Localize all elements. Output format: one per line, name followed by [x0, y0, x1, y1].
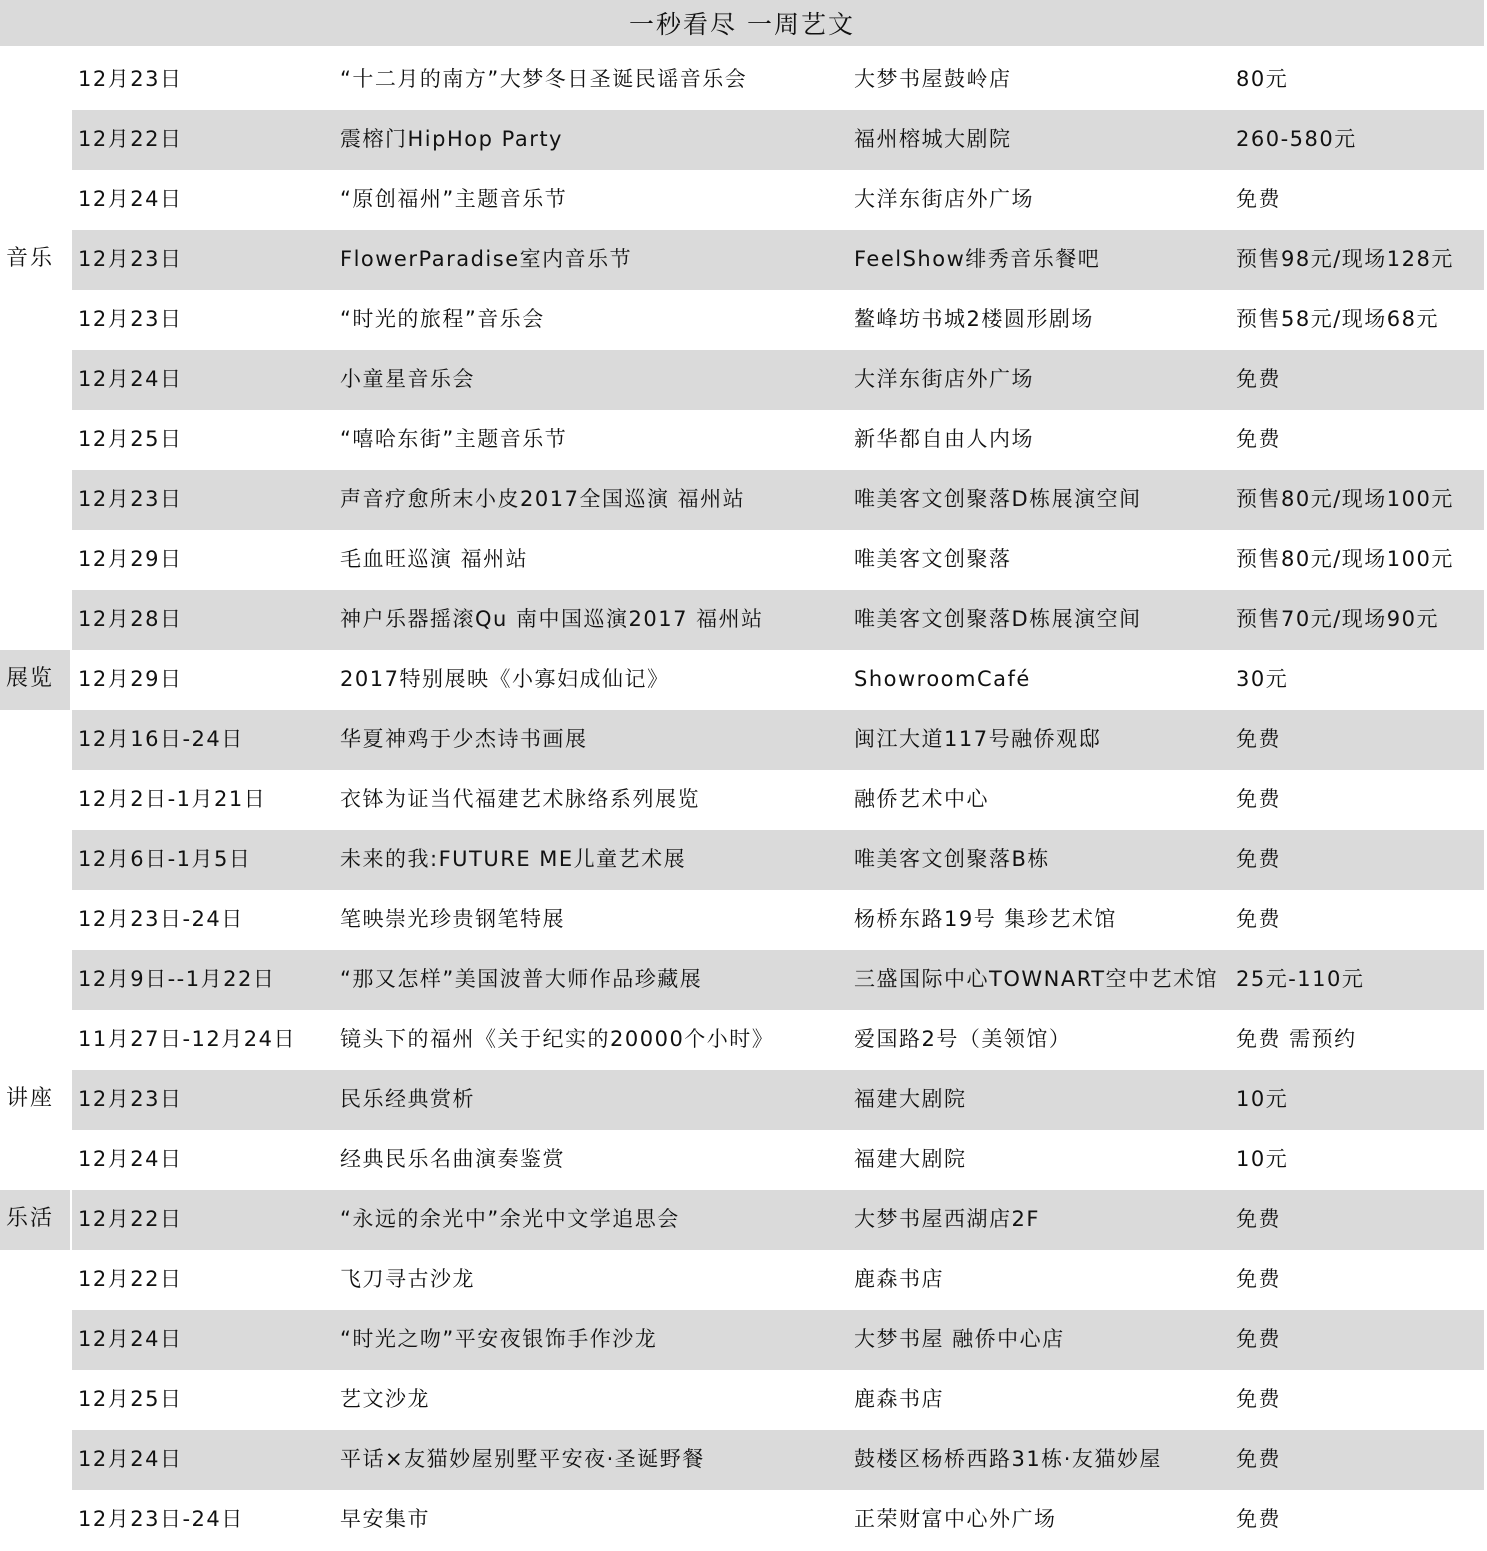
page-title-text: 一秒看尽 一周艺文: [629, 10, 855, 39]
table-row: [72, 1370, 1484, 1430]
event-name: 经典民乐名曲演奏鉴赏: [340, 1147, 565, 1171]
event-date: 12月16日-24日: [78, 727, 244, 751]
category-label: 音乐: [6, 246, 55, 271]
event-venue: 唯美客文创聚落: [854, 547, 1012, 571]
event-date: 12月25日: [78, 427, 183, 451]
event-price: 免费: [1236, 427, 1281, 451]
event-price: 10元: [1236, 1147, 1289, 1171]
event-venue: 大洋东街店外广场: [854, 187, 1034, 211]
event-price: 10元: [1236, 1087, 1289, 1111]
event-name: 衣钵为证当代福建艺术脉络系列展览: [340, 787, 700, 811]
event-price: 免费: [1236, 1267, 1281, 1291]
event-name: 毛血旺巡演 福州站: [340, 547, 529, 571]
event-date: 12月24日: [78, 1447, 183, 1471]
event-venue: 唯美客文创聚落D栋展演空间: [854, 487, 1142, 511]
event-venue: 鳌峰坊书城2楼圆形剧场: [854, 307, 1094, 331]
event-venue: 正荣财富中心外广场: [854, 1507, 1057, 1531]
table-row: [72, 230, 1484, 290]
category-label: 乐活: [0, 1190, 70, 1250]
event-name: 艺文沙龙: [340, 1387, 430, 1411]
event-name: 华夏神鸡于少杰诗书画展: [340, 727, 588, 751]
event-name: “原创福州”主题音乐节: [340, 187, 568, 211]
event-name: 平话×友猫妙屋别墅平安夜·圣诞野餐: [340, 1447, 705, 1471]
event-venue: ShowroomCafé: [854, 667, 1031, 691]
event-date: 12月22日: [78, 1207, 183, 1231]
event-name: “时光的旅程”音乐会: [340, 307, 545, 331]
event-name: “时光之吻”平安夜银饰手作沙龙: [340, 1327, 658, 1351]
table-row: [72, 770, 1484, 830]
event-price: 免费: [1236, 727, 1281, 751]
event-name: 小童星音乐会: [340, 367, 475, 391]
event-date: 12月23日: [78, 487, 183, 511]
event-price: 预售80元/现场100元: [1236, 547, 1454, 571]
event-venue: 爱国路2号（美领馆）: [854, 1027, 1072, 1051]
event-date: 12月23日-24日: [78, 1507, 244, 1531]
event-date: 12月24日: [78, 1147, 183, 1171]
event-venue: 福建大剧院: [854, 1087, 967, 1111]
event-venue: 鹿森书店: [854, 1387, 944, 1411]
event-venue: 鼓楼区杨桥西路31栋·友猫妙屋: [854, 1447, 1162, 1471]
event-venue: 唯美客文创聚落D栋展演空间: [854, 607, 1142, 631]
event-name: 民乐经典赏析: [340, 1087, 475, 1111]
event-venue: 福州榕城大剧院: [854, 127, 1012, 151]
event-price: 25元-110元: [1236, 967, 1365, 991]
event-venue: FeelShow绯秀音乐餐吧: [854, 247, 1101, 271]
event-venue: 闽江大道117号融侨观邸: [854, 727, 1102, 751]
event-name: 镜头下的福州《关于纪实的20000个小时》: [340, 1027, 775, 1051]
event-name: 2017特别展映《小寡妇成仙记》: [340, 667, 670, 691]
event-name: “那又怎样”美国波普大师作品珍藏展: [340, 967, 703, 991]
event-price: 免费: [1236, 1507, 1281, 1531]
event-name: 未来的我:FUTURE ME儿童艺术展: [340, 847, 687, 871]
event-date: 12月9日--1月22日: [78, 967, 276, 991]
category-label: 讲座: [6, 1086, 55, 1111]
event-price: 免费: [1236, 907, 1281, 931]
event-date: 12月28日: [78, 607, 183, 631]
table-row: [72, 1490, 1484, 1550]
table-row: [72, 110, 1484, 170]
event-date: 12月29日: [78, 547, 183, 571]
event-venue: 三盛国际中心TOWNART空中艺术馆: [854, 967, 1219, 991]
event-price: 80元: [1236, 67, 1289, 91]
event-price: 免费: [1236, 787, 1281, 811]
event-date: 12月23日: [78, 1087, 183, 1111]
event-date: 12月29日: [78, 667, 183, 691]
event-date: 12月22日: [78, 1267, 183, 1291]
table-row: [72, 50, 1484, 110]
event-price: 免费: [1236, 187, 1281, 211]
table-row: [72, 1250, 1484, 1310]
event-name: 神户乐器摇滚Qu 南中国巡演2017 福州站: [340, 607, 764, 631]
event-name: 早安集市: [340, 1507, 430, 1531]
event-date: 12月24日: [78, 1327, 183, 1351]
event-price: 预售58元/现场68元: [1236, 307, 1440, 331]
event-price: 预售98元/现场128元: [1236, 247, 1454, 271]
event-date: 12月23日: [78, 307, 183, 331]
event-date: 12月23日: [78, 247, 183, 271]
table-row: [72, 710, 1484, 770]
event-name: “十二月的南方”大梦冬日圣诞民谣音乐会: [340, 67, 748, 91]
table-row: [72, 530, 1484, 590]
table-row: [72, 650, 1484, 710]
event-date: 12月2日-1月21日: [78, 787, 267, 811]
event-venue: 大梦书屋西湖店2F: [854, 1207, 1040, 1231]
event-date: 12月25日: [78, 1387, 183, 1411]
event-venue: 福建大剧院: [854, 1147, 967, 1171]
event-venue: 杨桥东路19号 集珍艺术馆: [854, 907, 1117, 931]
table-row: [72, 170, 1484, 230]
event-date: 12月22日: [78, 127, 183, 151]
event-price: 免费 需预约: [1236, 1027, 1357, 1051]
event-price: 免费: [1236, 847, 1281, 871]
table-row: [72, 1430, 1484, 1490]
event-venue: 新华都自由人内场: [854, 427, 1034, 451]
event-name: 震榕门HipHop Party: [340, 127, 563, 151]
event-price: 免费: [1236, 367, 1281, 391]
table-row: [72, 830, 1484, 890]
event-date: 11月27日-12月24日: [78, 1027, 296, 1051]
table-row: [72, 470, 1484, 530]
table-row: [72, 590, 1484, 650]
event-venue: 大梦书屋 融侨中心店: [854, 1327, 1065, 1351]
event-price: 260-580元: [1236, 127, 1357, 151]
event-price: 免费: [1236, 1207, 1281, 1231]
event-name: 笔映崇光珍贵钢笔特展: [340, 907, 565, 931]
event-date: 12月23日: [78, 67, 183, 91]
event-price: 预售70元/现场90元: [1236, 607, 1440, 631]
event-name: 飞刀寻古沙龙: [340, 1267, 475, 1291]
event-date: 12月24日: [78, 367, 183, 391]
event-venue: 大梦书屋鼓岭店: [854, 67, 1012, 91]
table-row: [72, 1130, 1484, 1190]
event-price: 30元: [1236, 667, 1289, 691]
table-row: [72, 290, 1484, 350]
event-date: 12月6日-1月5日: [78, 847, 252, 871]
table-row: [72, 1310, 1484, 1370]
table-row: [72, 1010, 1484, 1070]
event-price: 预售80元/现场100元: [1236, 487, 1454, 511]
event-venue: 大洋东街店外广场: [854, 367, 1034, 391]
table-row: [72, 410, 1484, 470]
event-name: “永远的余光中”余光中文学追思会: [340, 1207, 680, 1231]
page-title: [0, 0, 1484, 46]
event-date: 12月24日: [78, 187, 183, 211]
table-row: [72, 890, 1484, 950]
event-table: [72, 50, 1484, 1550]
table-row: [72, 1070, 1484, 1130]
event-name: “嘻哈东街”主题音乐节: [340, 427, 568, 451]
event-venue: 唯美客文创聚落B栋: [854, 847, 1050, 871]
event-price: 免费: [1236, 1327, 1281, 1351]
event-venue: 鹿森书店: [854, 1267, 944, 1291]
table-row: [72, 350, 1484, 410]
event-price: 免费: [1236, 1447, 1281, 1471]
category-label: 展览: [0, 650, 70, 710]
event-price: 免费: [1236, 1387, 1281, 1411]
table-row: [72, 950, 1484, 1010]
event-name: 声音疗愈所末小皮2017全国巡演 福州站: [340, 487, 746, 511]
event-date: 12月23日-24日: [78, 907, 244, 931]
table-row: [72, 1190, 1484, 1250]
event-venue: 融侨艺术中心: [854, 787, 989, 811]
event-name: FlowerParadise室内音乐节: [340, 247, 633, 271]
